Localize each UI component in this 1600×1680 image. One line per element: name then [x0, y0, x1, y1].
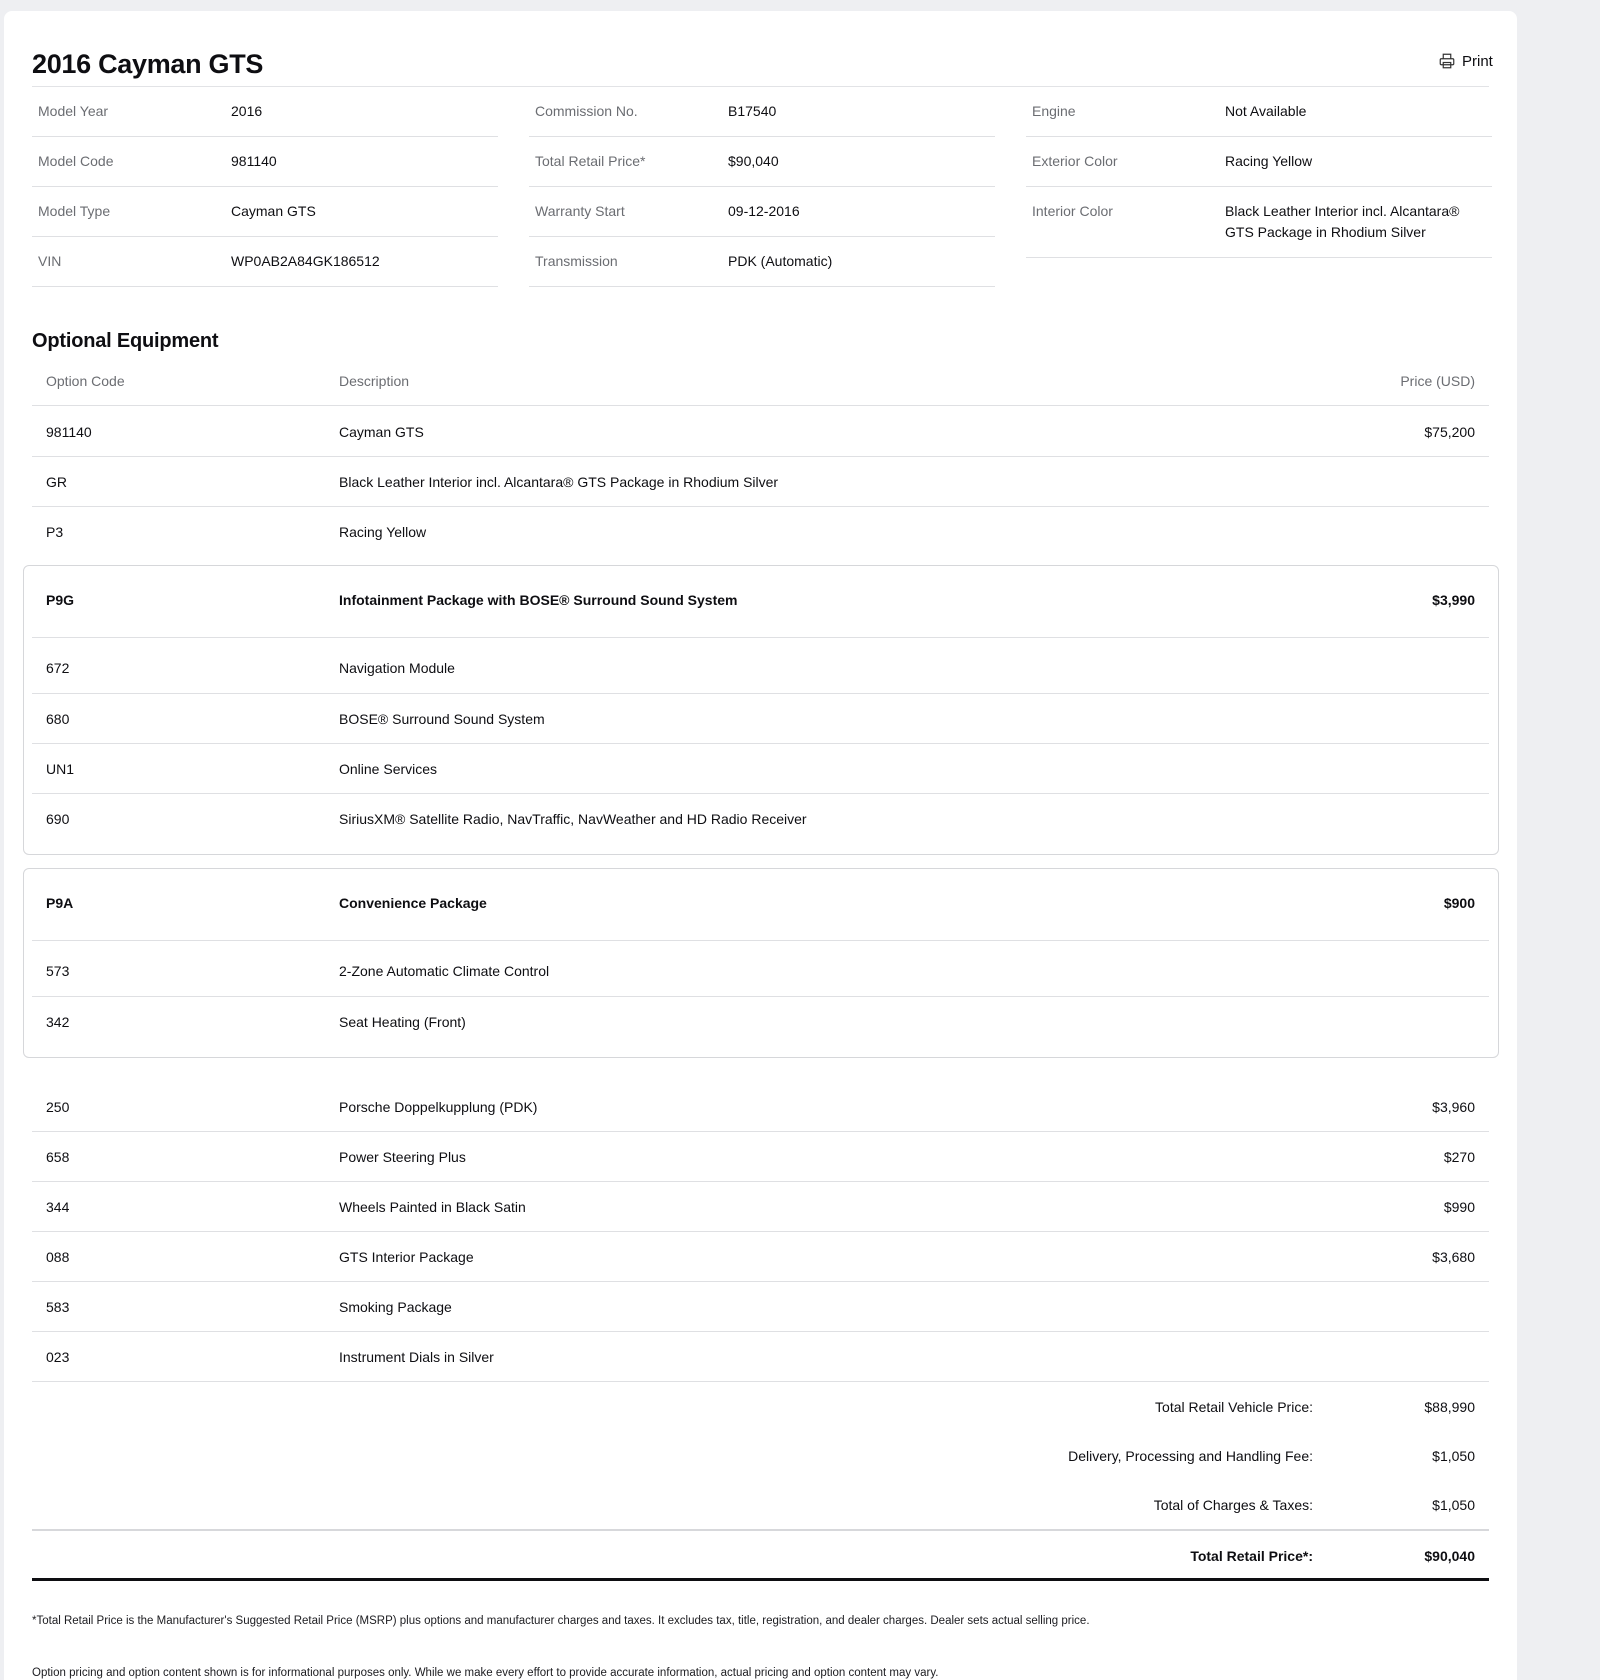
summary-label: Delivery, Processing and Handling Fee: — [1068, 1448, 1313, 1464]
option-code: 672 — [46, 660, 70, 676]
package-code: P9A — [46, 895, 74, 911]
spec-row-vin — [32, 237, 498, 287]
option-code: 088 — [46, 1249, 70, 1265]
option-price: $270 — [1443, 1149, 1475, 1165]
header-price: Price (USD) — [1400, 373, 1475, 389]
optional-equipment-title: Optional Equipment — [32, 330, 219, 352]
spec-label: Warranty Start — [535, 203, 625, 219]
table-row — [32, 507, 1489, 557]
package-price: $900 — [1443, 895, 1475, 911]
option-code: 690 — [46, 811, 70, 827]
spec-value: Not Available — [1225, 103, 1307, 119]
package-item-row — [32, 744, 1489, 794]
option-description: BOSE® Surround Sound System — [339, 711, 545, 727]
table-row — [32, 1282, 1489, 1332]
spec-row-commission-no — [529, 87, 995, 137]
total-value: $90,040 — [1424, 1548, 1475, 1564]
package-item-row — [32, 638, 1489, 694]
spec-value: 981140 — [231, 153, 277, 169]
header-option-code: Option Code — [46, 373, 125, 389]
package-item-row — [32, 941, 1489, 997]
summary-row-total — [32, 1529, 1489, 1581]
option-code: 658 — [46, 1149, 70, 1165]
option-description: Navigation Module — [339, 660, 455, 676]
spec-value: WP0AB2A84GK186512 — [231, 253, 380, 269]
option-price: $3,960 — [1432, 1099, 1475, 1115]
option-price: $75,200 — [1424, 424, 1475, 440]
option-code: 342 — [46, 1014, 70, 1030]
table-row — [32, 1132, 1489, 1182]
package-item-row — [32, 794, 1489, 844]
option-description: 2-Zone Automatic Climate Control — [339, 963, 550, 979]
spec-label: Interior Color — [1032, 203, 1113, 219]
package-code: P9G — [46, 592, 75, 608]
option-description: Instrument Dials in Silver — [339, 1349, 494, 1365]
option-code: GR — [46, 474, 67, 490]
option-code: 680 — [46, 711, 70, 727]
table-row — [32, 457, 1489, 507]
summary-value: $88,990 — [1424, 1399, 1475, 1415]
option-description: GTS Interior Package — [339, 1249, 474, 1265]
option-code: 023 — [46, 1349, 70, 1365]
option-description: Black Leather Interior incl. Alcantara® GTS Package in Rhodium Silver — [339, 474, 779, 490]
summary-label: Total Retail Vehicle Price: — [1155, 1399, 1313, 1415]
package-item-row — [32, 694, 1489, 744]
option-description: Cayman GTS — [339, 424, 424, 440]
option-code: UN1 — [46, 761, 75, 777]
option-description: Smoking Package — [339, 1299, 452, 1315]
package-header-row — [32, 566, 1489, 638]
spec-label: Transmission — [535, 253, 618, 269]
footnote-msrp: *Total Retail Price is the Manufacturer's Suggested Retail Price (MSRP) plus options and manufacturer charges and taxes. It excludes tax, title, registration, and dealer charges. Dealer sets actual selling price. — [32, 1615, 1090, 1627]
spec-value: PDK (Automatic) — [728, 253, 833, 269]
option-description: Porsche Doppelkupplung (PDK) — [339, 1099, 538, 1115]
spec-label: VIN — [38, 253, 62, 269]
option-price: $990 — [1443, 1199, 1475, 1215]
option-price: $3,680 — [1432, 1249, 1475, 1265]
option-code: 583 — [46, 1299, 70, 1315]
option-code: 250 — [46, 1099, 70, 1115]
spec-column-3 — [1026, 87, 1492, 258]
option-code: P3 — [46, 524, 64, 540]
package-description: Convenience Package — [339, 895, 487, 911]
spec-row-transmission — [529, 237, 995, 287]
option-code: 344 — [46, 1199, 70, 1215]
summary-row-vehicle-price — [32, 1382, 1489, 1431]
print-button[interactable] — [1438, 49, 1493, 73]
package-item-row — [32, 997, 1489, 1047]
table-row — [32, 407, 1489, 457]
printer-icon — [1438, 52, 1456, 70]
summary-value: $1,050 — [1432, 1497, 1475, 1513]
spec-label: Commission No. — [535, 103, 638, 119]
option-description: Racing Yellow — [339, 524, 427, 540]
package-header-row — [32, 869, 1489, 941]
window-sticker-card — [4, 11, 1517, 1680]
spec-value: 09-12-2016 — [728, 203, 800, 219]
option-description: Power Steering Plus — [339, 1149, 466, 1165]
spec-row-model-year — [32, 87, 498, 137]
spec-value: Cayman GTS — [231, 203, 316, 219]
print-label: Print — [1462, 52, 1493, 70]
page-title: 2016 Cayman GTS — [32, 49, 264, 79]
spec-row-interior-color — [1026, 187, 1492, 258]
option-code: 981140 — [46, 424, 92, 440]
spec-row-total-retail-price — [529, 137, 995, 187]
spec-row-model-code — [32, 137, 498, 187]
package-price: $3,990 — [1432, 592, 1475, 608]
table-row — [32, 1182, 1489, 1232]
spec-value: Racing Yellow — [1225, 153, 1313, 169]
package-infotainment — [23, 565, 1499, 855]
option-description: SiriusXM® Satellite Radio, NavTraffic, NavWeather and HD Radio Receiver — [339, 811, 807, 827]
summary-label: Total of Charges & Taxes: — [1153, 1497, 1313, 1513]
table-row — [32, 1232, 1489, 1282]
spec-row-model-type — [32, 187, 498, 237]
spec-label: Model Code — [38, 153, 114, 169]
spec-row-engine — [1026, 87, 1492, 137]
spec-column-1 — [32, 87, 498, 287]
header-description: Description — [339, 373, 410, 389]
summary-row-charges-taxes — [32, 1480, 1489, 1529]
table-row — [32, 1332, 1489, 1382]
option-code: 573 — [46, 963, 70, 979]
spec-row-exterior-color — [1026, 137, 1492, 187]
spec-value: 2016 — [231, 103, 263, 119]
spec-value: Black Leather Interior incl. Alcantara® GTS Package in Rhodium Silver — [1225, 203, 1460, 240]
spec-value: $90,040 — [728, 153, 779, 169]
package-description: Infotainment Package with BOSE® Surround Sound System — [339, 592, 738, 608]
summary-row-delivery-fee — [32, 1431, 1489, 1480]
footnote-disclaimer: Option pricing and option content shown is for informational purposes only. While we make every effort to provide accurate information, actual pricing and option content may vary. — [32, 1667, 939, 1679]
spec-label: Engine — [1032, 103, 1076, 119]
option-description: Wheels Painted in Black Satin — [339, 1199, 526, 1215]
spec-row-warranty-start — [529, 187, 995, 237]
spec-label: Model Type — [38, 203, 111, 219]
table-row — [32, 1082, 1489, 1132]
summary-value: $1,050 — [1432, 1448, 1475, 1464]
options-table-header — [32, 361, 1489, 406]
option-description: Online Services — [339, 761, 438, 777]
option-description: Seat Heating (Front) — [339, 1014, 466, 1030]
spec-value: B17540 — [728, 103, 777, 119]
spec-label: Total Retail Price* — [535, 153, 646, 169]
spec-label: Model Year — [38, 103, 109, 119]
total-label: Total Retail Price*: — [1190, 1548, 1313, 1564]
package-convenience — [23, 868, 1499, 1058]
spec-column-2 — [529, 87, 995, 287]
spec-label: Exterior Color — [1032, 153, 1118, 169]
